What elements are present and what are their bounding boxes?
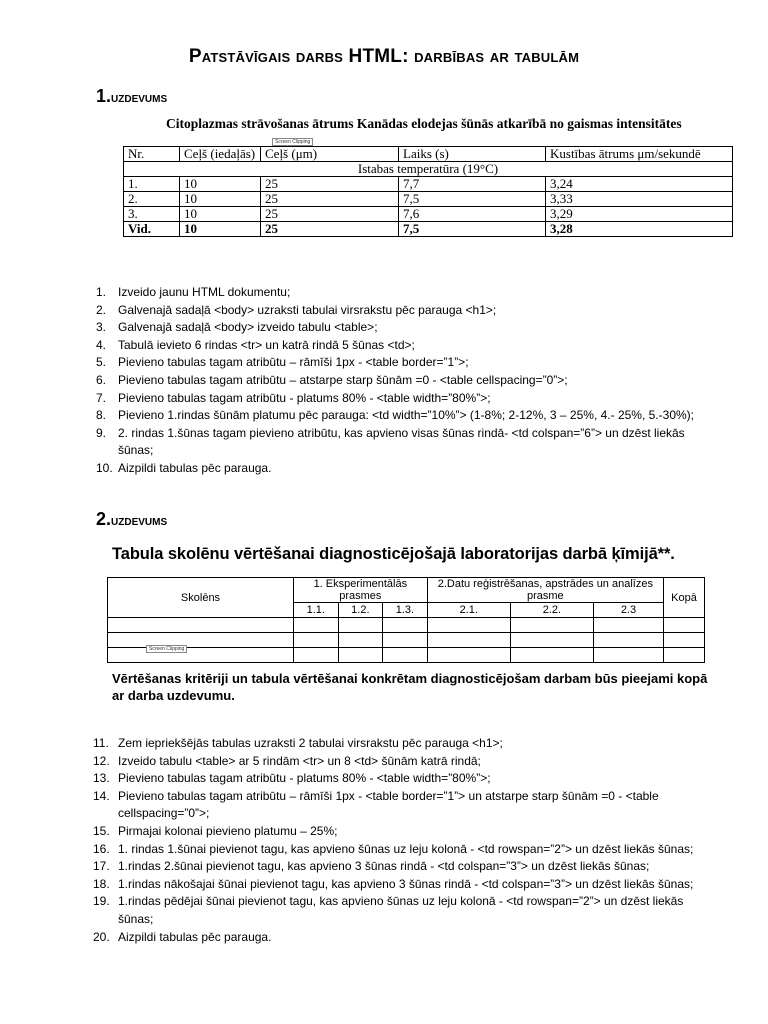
list-item-number: 20. [93,929,110,944]
table-1-header-row [124,147,733,162]
table-1-header-cell: Kustības ātrums μm/sekundē [546,147,733,162]
table-cell [427,633,510,648]
list-item-text: 2. rindas 1.šūnas tagam pievieno atribūtu, kas apvieno visas šūnas rindā- <td colspan=”6”> un dzēst liekās šūnas; [118,425,685,458]
table-cell [593,633,663,648]
list-item [96,460,716,478]
table-cell [108,648,294,663]
list-item-text: Tabulā ievieto 6 rindas <tr> un katrā rindā 5 šūnas <td>; [118,337,415,352]
list-item-text: Pievieno tabulas tagam atribūtu - platums 80% - <table width=”80%”>; [118,771,491,786]
table-row [124,192,733,207]
list-item-number: 4. [96,337,107,352]
table-2-subheader-cell: 1.1. [294,603,339,618]
list-item-number: 14. [93,788,110,803]
table-cell [510,633,593,648]
table-cell [593,648,663,663]
table-cell: 10 [180,207,261,222]
list-item [96,425,716,460]
table-row [108,648,705,663]
list-item-number: 16. [93,841,110,856]
list-item [93,788,716,823]
list-item-text: 1.rindas nākošajai šūnai pievienot tagu, kas apvieno 3 šūnas rindā - <td colspan=”3”> un dzēst liekās šūnas; [118,876,694,891]
table-cell: 3,24 [546,177,733,192]
table-2-total-header: Kopā [664,578,705,618]
table-cell [664,633,705,648]
list-item-text: Galvenajā sadaļā <body> uzraksti tabulai virsrakstu pēc parauga <h1>; [118,302,497,317]
table-cell [294,618,339,633]
table-cell [664,648,705,663]
table-1-caption: Citoplazmas strāvošanas ātrums Kanādas elodejas šūnās atkarībā no gaismas intensitātes [166,116,682,131]
table-cell: 3,29 [546,207,733,222]
table-cell: 10 [180,192,261,207]
table-cell: Vid. [124,222,180,237]
list-item [93,735,716,753]
section-1-label: uzdevums [111,89,168,105]
list-item-text: Galvenajā sadaļā <body> izveido tabulu <table>; [118,320,378,335]
table-cell: 7,6 [399,207,546,222]
instruction-list-2 [93,735,716,946]
table-cell: 10 [180,177,261,192]
table-row [124,207,733,222]
list-item [93,893,716,928]
list-item-text: Pirmajai kolonai pievieno platumu – 25%; [118,823,338,838]
list-item-text: Pievieno 1.rindas šūnām platumu pēc parauga: <td width=”10%”> (1-8%; 2-12%, 3 – 25%, 4.- 25%, 5.-30%); [118,408,694,423]
list-item-text: Pievieno tabulas tagam atribūtu – rāmīši 1px - <table border=”1”>; [118,355,469,370]
list-item-number: 18. [93,876,110,891]
list-item-text: 1.rindas pēdējai šūnai pievienot tagu, kas apvieno šūnas uz leju kolonā - <td rowspan=”2”> un dzēst liekās šūnas; [118,894,684,926]
table-cell: 3. [124,207,180,222]
table-2-student-header: Skolēns [108,578,294,618]
table-2-caption: Tabula skolēnu vērtēšanai diagnosticējošajā laboratorijas darbā ķīmijā**. [112,545,675,563]
list-item [96,407,716,425]
list-item-text: Izveido tabulu <table> ar 5 rindām <tr> un 8 <td> šūnām katrā rindā; [118,753,481,768]
table-cell [427,648,510,663]
table-1-header-cell: Ceļš (iedaļās) [180,147,261,162]
table-row [124,177,733,192]
screen-clipping-label-2: Screen Clipping [146,645,187,653]
table-cell [427,618,510,633]
table-cell [108,633,294,648]
table-2 [107,577,705,663]
table-cell: 7,5 [399,192,546,207]
list-item [96,354,716,372]
table-2-subheader-cell: 2.2. [510,603,593,618]
list-item-text: Izveido jaunu HTML dokumentu; [118,285,291,299]
table-cell: 10 [180,222,261,237]
table-cell [108,618,294,633]
list-item [96,337,716,355]
list-item [96,302,716,320]
table-cell [338,618,383,633]
list-item-text: 1.rindas 2.šūnai pievienot tagu, kas apvieno 3 šūnas rindā - <td colspan=”3”> un dzēst liekās šūnas; [118,859,650,874]
list-item-number: 2. [96,302,107,317]
list-item [96,390,716,408]
table-1-average-row [124,222,733,237]
list-item-number: 12. [93,753,110,768]
list-item [96,319,716,337]
table-cell [510,618,593,633]
list-item-text: Zem iepriekšējās tabulas uzraksti 2 tabulai virsrakstu pēc parauga <h1>; [118,736,503,750]
table-cell: 1. [124,177,180,192]
table-cell [593,618,663,633]
table-1-subheader-row [124,162,733,177]
table-row [108,633,705,648]
table-2-header-row-1 [108,578,705,603]
section-2-heading [96,509,167,530]
list-item [93,823,716,841]
list-item [93,770,716,788]
table-cell: 3,33 [546,192,733,207]
list-item-number: 8. [96,408,107,423]
table-2-group-1-header: 1. Eksperimentālās prasmes [294,578,428,603]
table-2-subheader-cell: 2.1. [427,603,510,618]
table-1-header-cell: Nr. [124,147,180,162]
instruction-list-1 [96,284,716,478]
table-cell: 2. [124,192,180,207]
list-item [96,284,716,302]
list-item-text: Aizpildi tabulas pēc parauga. [118,929,272,944]
list-item-text: Pievieno tabulas tagam atribūtu - platums 80% - <table width=”80%”>; [118,390,491,405]
section-2-number: 2. [96,509,112,529]
section-1-number: 1. [96,86,112,106]
table-2-subheader-cell: 1.2. [338,603,383,618]
table-cell [294,648,339,663]
table-cell: 7,5 [399,222,546,237]
page-title: Patstāvīgais darbs HTML: darbības ar tabulām [188,46,580,67]
section-2-label: uzdevums [111,512,168,528]
table-cell [510,648,593,663]
table-1 [123,146,733,237]
table-cell [294,633,339,648]
list-item-number: 7. [96,390,107,405]
table-cell [338,633,383,648]
table-cell: 25 [261,207,399,222]
table-cell [383,633,428,648]
table-1-header-cell: Laiks (s) [399,147,546,162]
table-cell: 25 [261,192,399,207]
list-item-number: 1. [96,285,107,299]
list-item-text: Aizpildi tabulas pēc parauga. [118,460,272,475]
list-item [93,841,716,859]
list-item-number: 10. [96,460,113,475]
table-cell [338,648,383,663]
list-item-number: 15. [93,823,110,838]
list-item-number: 13. [93,771,110,786]
list-item-number: 5. [96,355,107,370]
list-item-number: 3. [96,320,107,335]
table-1-subheader-cell: Istabas temperatūra (19°C) [124,162,733,177]
list-item-number: 17. [93,859,110,874]
list-item [96,372,716,390]
list-item-number: 19. [93,894,110,909]
table-1-header-cell: Ceļš (μm) [261,147,399,162]
table-2-group-2-header: 2.Datu reģistrēšanas, apstrādes un analīzes prasme [427,578,663,603]
table-cell [383,618,428,633]
list-item [93,929,716,947]
list-item-number: 6. [96,372,107,387]
list-item [93,858,716,876]
table-cell: 7,7 [399,177,546,192]
table-cell [664,618,705,633]
list-item [93,876,716,894]
table-cell: 3,28 [546,222,733,237]
list-item-text: 1. rindas 1.šūnai pievienot tagu, kas apvieno šūnas uz leju kolonā - <td rowspan=”2”> un dzēst liekās šūnas; [118,841,694,856]
section-1-heading [96,86,167,107]
screen-clipping-label-1: Screen Clipping [272,138,313,146]
list-item-text: Pievieno tabulas tagam atribūtu – atstarpe starp šūnām =0 - <table cellspacing=”0”>; [118,372,568,387]
list-item-text: Pievieno tabulas tagam atribūtu – rāmīši 1px - <table border=”1”> un atstarpe starp šūnām =0 - <table cellspacing=”0”>; [118,788,659,821]
table-2-subheader-cell: 2.3 [593,603,663,618]
table-2-subheader-cell: 1.3. [383,603,428,618]
table-row [108,618,705,633]
table-cell: 25 [261,177,399,192]
list-item-number: 11. [93,736,109,750]
list-item-number: 9. [96,425,107,440]
table-cell: 25 [261,222,399,237]
list-item [93,753,716,771]
table-2-note: Vērtēšanas kritēriji un tabula vērtēšanai konkrētam diagnosticējošam darbam būs pieejami kopā ar darba uzdevumu. [112,671,708,703]
table-cell [383,648,428,663]
